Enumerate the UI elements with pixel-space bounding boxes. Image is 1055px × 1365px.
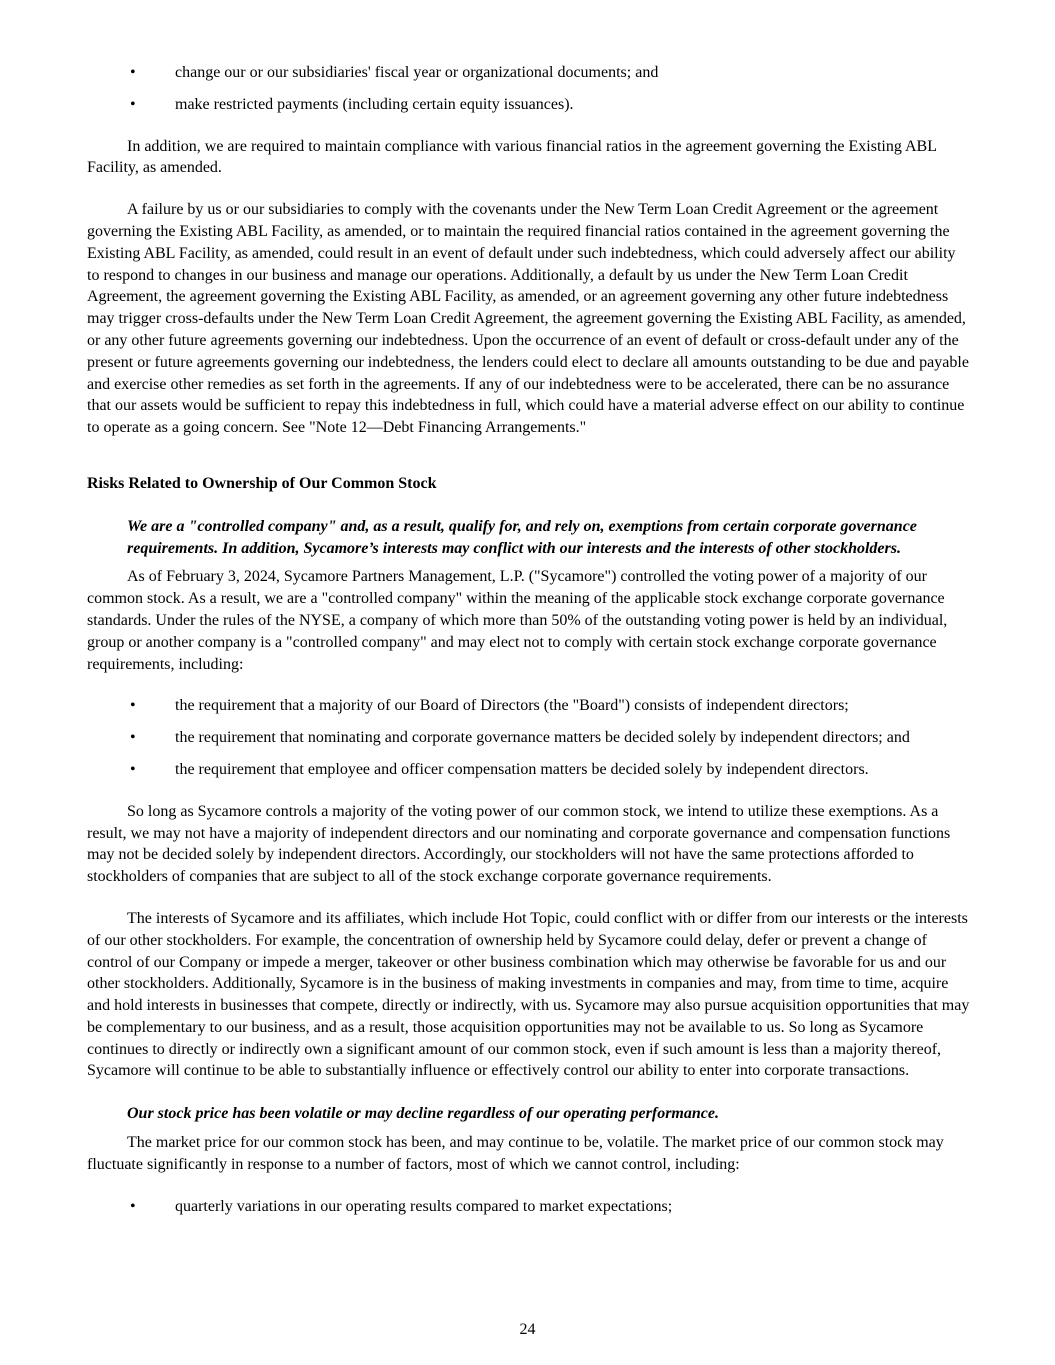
bullet-list-covenants [87, 62, 970, 116]
bullet-list-governance-exemptions [87, 695, 970, 780]
page-number: 24 [519, 1321, 536, 1338]
paragraph-market-price: The market price for our common stock has been, and may continue to be, volatile. The market price of our common stock may fluctuate significantly in response to a number of factors, most of which we cannot control, including: [87, 1134, 944, 1173]
risk-subheading-stock-volatility: Our stock price has been volatile or may decline regardless of our operating performance. [127, 1105, 719, 1123]
list-item [87, 727, 970, 749]
bullet-list-volatility-factors [87, 1196, 970, 1218]
list-item [87, 62, 970, 84]
list-item-text: the requirement that employee and officer compensation matters be decided solely by independent directors. [175, 760, 869, 778]
document-content [87, 62, 970, 1217]
list-item [87, 1196, 970, 1218]
paragraph-controlled-company: As of February 3, 2024, Sycamore Partners Management, L.P. ("Sycamore") controlled the voting power of a majority of our common stock. As a result, we are a "controlled company" within the meaning of the applicable stock exchange corporate governance standards. Under the rules of the NYSE, a company of which more than 50% of the outstanding voting power is held by an individual, group or another company is a "controlled company" and may elect not to comply with certain stock exchange corporate governance requirements, including: [87, 568, 948, 673]
list-item [87, 759, 970, 781]
list-item-text: make restricted payments (including certain equity issuances). [175, 95, 574, 113]
bullet-marker: • [130, 697, 136, 715]
bullet-marker: • [130, 1197, 136, 1215]
list-item-text: quarterly variations in our operating results compared to market expectations; [175, 1197, 673, 1215]
paragraph-default-risk: A failure by us or our subsidiaries to comply with the covenants under the New Term Loan Credit Agreement or the agreement governing the Existing ABL Facility, as amended, or to maintain the required financial ratios contained in the agreement governing the Existing ABL Facility, as amended, could result in an event of default under such indebtedness, which could adversely affect our ability to respond to changes in our business and manage our operations. Additionally, a default by us under the New Term Loan Credit Agreement, the agreement governing the Existing ABL Facility, as amended, or an agreement governing any other future indebtedness may trigger cross-defaults under the New Term Loan Credit Agreement, the agreement governing the Existing ABL Facility, as amended, or any other future agreements governing our indebtedness. Upon the occurrence of an event of default or cross-default under any of the present or future agreements governing our indebtedness, the lenders could elect to declare all amounts outstanding to be due and payable and exercise other remedies as set forth in the agreements. If any of our indebtedness were to be accelerated, there can be no assurance that our assets would be sufficient to repay this indebtedness in full, which could have a material adverse effect on our ability to continue to operate as a going concern. See "Note 12—Debt Financing Arrangements." [87, 201, 969, 437]
bullet-marker: • [130, 729, 136, 747]
bullet-marker: • [130, 64, 136, 81]
list-item [87, 695, 970, 717]
paragraph-financial-ratios: In addition, we are required to maintain compliance with various financial ratios in the agreement governing the Existing ABL Facility, as amended. [87, 137, 937, 177]
list-item-text: change our or our subsidiaries' fiscal year or organizational documents; and [175, 64, 659, 81]
list-item [87, 94, 970, 116]
bullet-marker: • [130, 760, 136, 778]
paragraph-sycamore-interests: The interests of Sycamore and its affiliates, which include Hot Topic, could conflict with or differ from our interests or the interests of our other stockholders. For example, the concentration of ownership held by Sycamore could delay, defer or prevent a change of control of our Company or impede a merger, takeover or other business combination which may otherwise be favorable for us and our other stockholders. Additionally, Sycamore is in the business of making investments in companies and may, from time to time, acquire and hold interests in businesses that compete, directly or indirectly, with us. Sycamore may also pursue acquisition opportunities that may be complementary to our business, and as a result, those acquisition opportunities may not be available to us. So long as Sycamore continues to directly or indirectly own a significant amount of our common stock, even if such amount is less than a majority thereof, Sycamore will continue to be able to substantially influence or effectively control our ability to enter into corporate transactions. [87, 909, 970, 1080]
risk-subheading-controlled-company: We are a "controlled company" and, as a result, qualify for, and rely on, exemptions from certain corporate governance requirements. In addition, Sycamore’s interests may conflict with our interests and the interests of other stockholders. [127, 517, 917, 557]
section-heading-common-stock-risks: Risks Related to Ownership of Our Common Stock [87, 474, 437, 492]
list-item-text: the requirement that nominating and corporate governance matters be decided solely by independent directors; and [175, 729, 910, 747]
list-item-text: the requirement that a majority of our Board of Directors (the "Board") consists of independent directors; [175, 697, 849, 715]
paragraph-exemptions-use: So long as Sycamore controls a majority of the voting power of our common stock, we intend to utilize these exemptions. As a result, we may not have a majority of independent directors and our nominating and corporate governance and compensation functions may not be decided solely by independent directors. Accordingly, our stockholders will not have the same protections afforded to stockholders of companies that are subject to all of the stock exchange corporate governance requirements. [87, 802, 951, 886]
bullet-marker: • [130, 95, 136, 113]
